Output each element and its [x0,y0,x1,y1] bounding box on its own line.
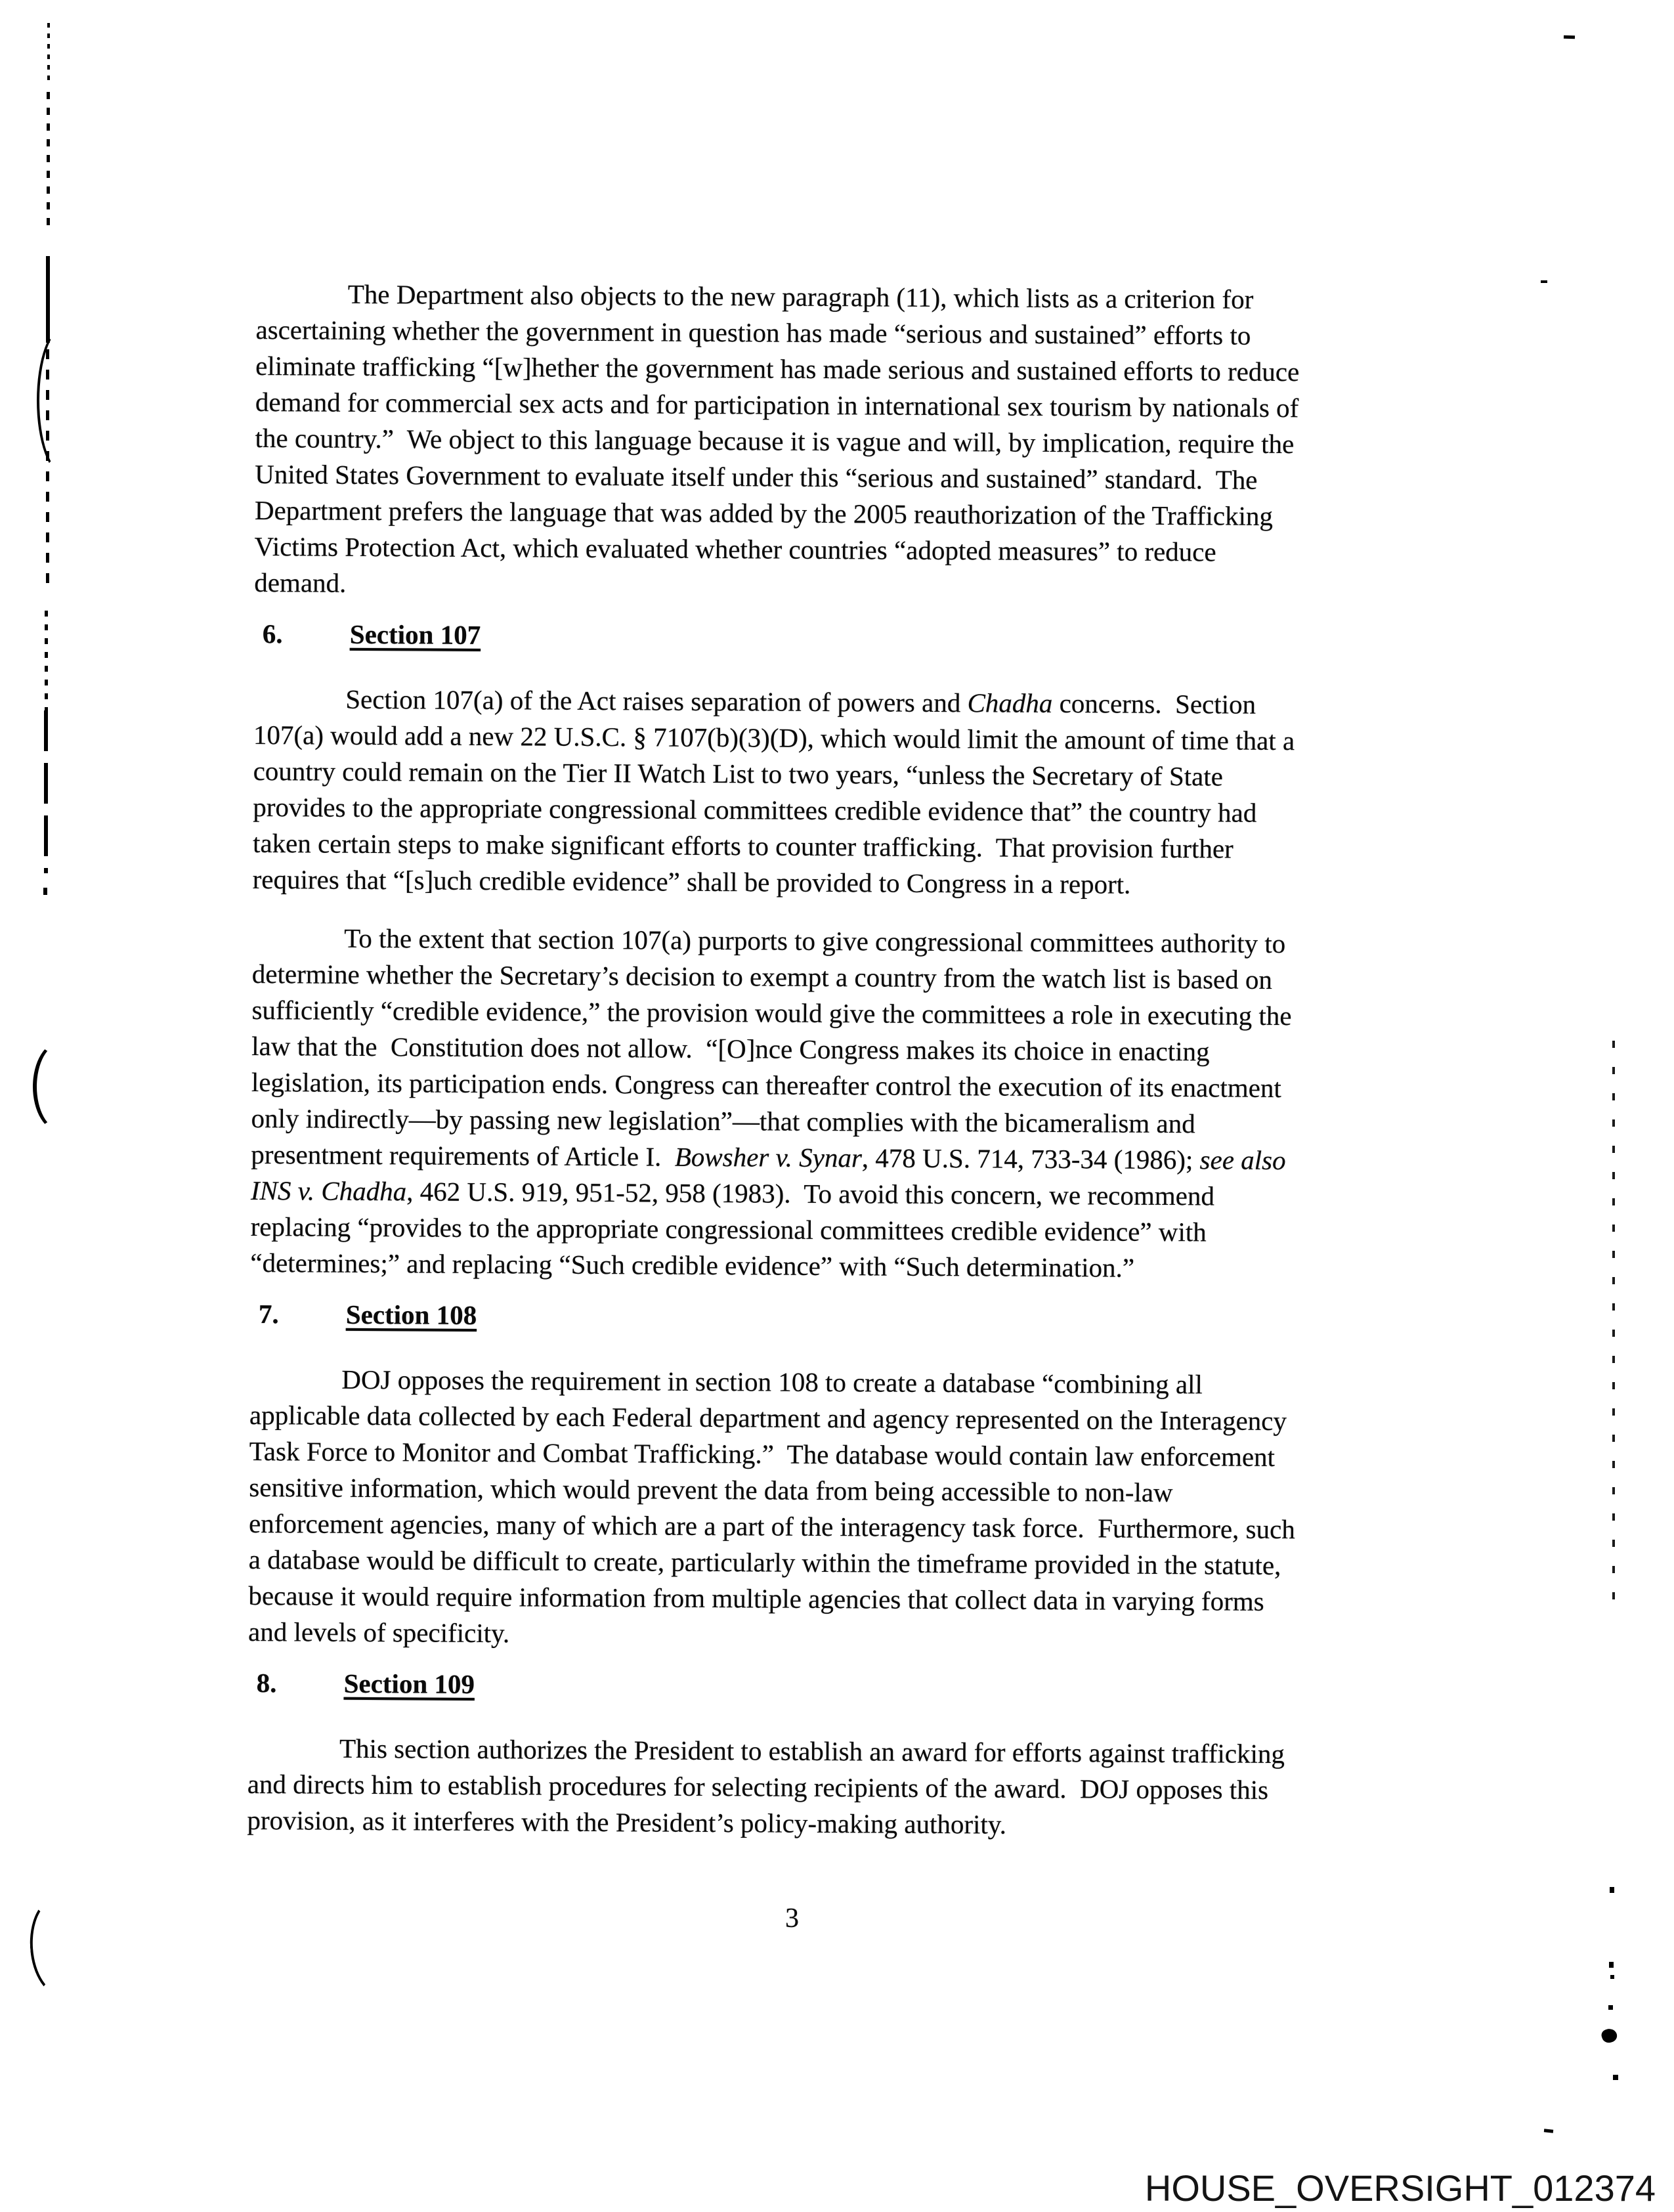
scan-mark-paren-middle [33,1041,88,1132]
section-number: 7. [258,1299,279,1330]
italic-text-run: INS v. Chadha [250,1175,407,1207]
text-run: To the extent that section 107(a) purports to give congressional committees authority to determine whether the Secretary’s decision to exempt a country from the watch list is based on sufficiently “credible evidence,” the provision would give the committees a role in executing the law that the Constitution does not allow. “[O]nce Congress makes its choice in enacting legislation, its participation ends. Congress can thereafter control the execution of its enactment only indirectly—by passing new legislation”—that complies with the bicameralism and presentment requirements of Article I. [251,922,1292,1172]
paragraph [247,1701,1449,1846]
paragraph [254,276,1457,608]
scan-mark-right-dot [1608,2005,1613,2010]
section-heading [250,1281,1451,1339]
scan-mark-right-dot [1610,1975,1614,1979]
page-number: 3 [785,1903,799,1934]
scan-mark-left-line-segment [46,349,49,594]
scan-mark-left-line-segment [45,611,48,710]
section-number: 6. [262,618,283,649]
scan-mark-dash [1564,35,1575,39]
scan-mark-paren-bottom [27,1896,91,1998]
scan-mark-right-dot [1610,1887,1614,1893]
text-run: concerns. Section 107(a) would add a new 22 U.S.C. § 7107(b)(3)(D), which would limit the amount of time that a country could remain on the Tier II Watch List to two years, “unless the Secretary of State provides to the appropriate congressional committees credible evidence that” the country had taken certain steps to make significant efforts to counter trafficking. That provision further requires that “[s]uch credible evidence” shall be provided to Congress in a report. [252,687,1295,900]
scan-mark-left-line-segment [46,256,50,343]
scan-mark-paren-top [37,326,92,475]
scan-mark-left-line-segment [47,23,50,83]
text-run: , 478 U.S. 714, 733-34 (1986); [861,1142,1200,1175]
section-title: Section 109 [343,1668,475,1699]
scan-mark-left-line-segment [47,92,50,227]
scan-mark-right-dashed-line [1612,1041,1615,1611]
text-run: DOJ opposes the requirement in section 108 to create a database “combining all applicable data collected by each Federal department and agency represented on the Interagency Task Force to Monitor and Combat Trafficking.” The database would contain law enforcement sensitive information, which would prevent the data from being accessible to non-law enforcement agencies, many of which are a part of the interagency task force. Furthermore, such a database would be difficult to create, particularly within the timeframe provided in the statute, because it would require information from multiple agencies that collect data in varying forms and levels of specificity. [247,1364,1295,1649]
section-heading [254,601,1455,659]
bates-stamp-label: HOUSE_OVERSIGHT_012374 [1144,2167,1656,2209]
scan-mark-right-dot [1613,2075,1618,2080]
scan-mark-left-dot [43,888,47,895]
section-number: 8. [256,1668,277,1699]
text-run: This section authorizes the President to establish an award for efforts against trafficking and directs him to establish procedures for selecting recipients of the award. DOJ opposes this provision, as it interferes with the President’s policy-making authority. [247,1733,1285,1840]
document-body [247,276,1457,1846]
scan-mark-ink-blob [1600,2027,1618,2045]
text-run: , 462 U.S. 919, 951-52, 958 (1983). To avoid this concern, we recommend replacing “provides to the appropriate congressional committees credible evidence” with “determines;” and replacing “Such credible evidence” with “Such determination.” [250,1176,1215,1283]
section-title: Section 108 [345,1299,477,1330]
section-title: Section 107 [349,618,481,650]
scan-mark-left-line-segment [44,710,48,873]
scan-mark-dash [1544,2129,1553,2133]
text-run: Section 107(a) of the Act raises separation of powers and [345,683,968,718]
italic-text-run: see also [1199,1144,1286,1176]
italic-text-run: Bowsher v. Synar [674,1141,863,1173]
section-heading [247,1650,1449,1708]
scan-mark-right-dot [1609,1962,1614,1968]
italic-text-run: Chadha [967,687,1053,718]
paragraph [248,1332,1451,1657]
scan-mark-dash [1541,280,1547,283]
text-run: The Department also objects to the new paragraph (11), which lists as a criterion for ascertaining whether the government in question has made “serious and sustained” efforts to eliminate trafficking “[w]hether the government has made serious and sustained efforts to reduce demand for commercial sex acts and for participation in international sex tourism by nationals of the country.” We object to this language because it is vague and will, by implication, require the United States Government to evaluate itself under this “serious and sustained” standard. The Department prefers the language that was added by the 2005 reauthorization of the Trafficking Victims Protection Act, which evaluated whether countries “adopted measures” to reduce demand. [254,278,1300,598]
paragraph [253,652,1455,905]
paragraph [250,898,1453,1288]
